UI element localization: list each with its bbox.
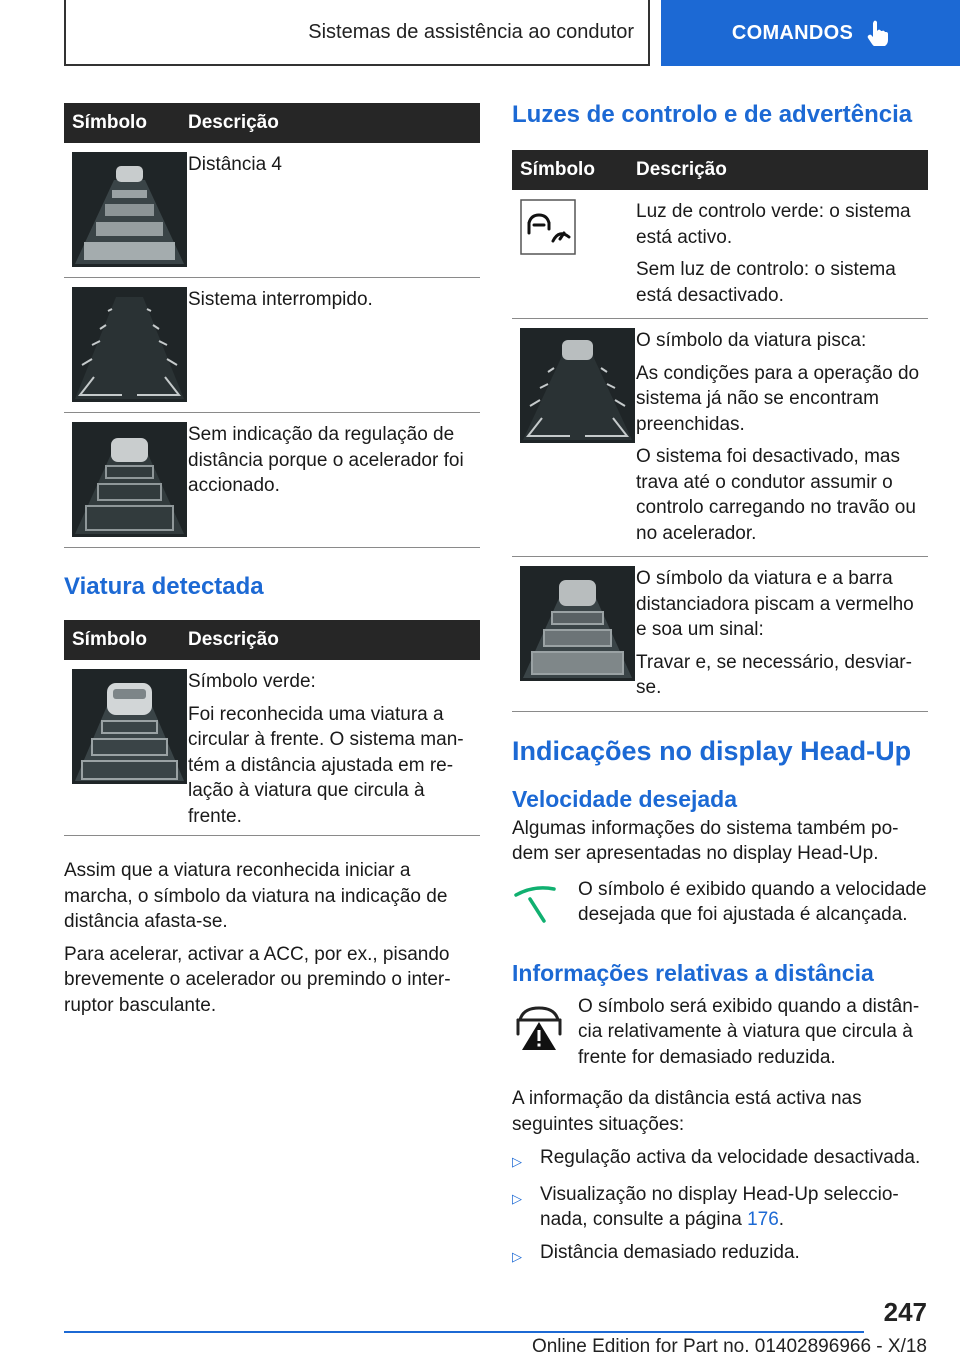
chapter-tab bbox=[661, 0, 960, 66]
table-row bbox=[64, 278, 480, 413]
table-row bbox=[512, 557, 928, 712]
section-title: Sistemas de assistência ao condutor bbox=[308, 20, 634, 43]
left-column bbox=[64, 103, 480, 1018]
desc-text: Sistema interrompido. bbox=[188, 289, 373, 310]
heading-vehicle-detected: Viatura detectada bbox=[64, 573, 264, 600]
desc-text: Luz de controlo verde: o sistema está activo. bbox=[636, 201, 911, 248]
page-number: 247 bbox=[883, 1297, 927, 1327]
desc-text: Símbolo verde: bbox=[188, 671, 316, 692]
list-item bbox=[512, 1240, 928, 1270]
bullet-list bbox=[512, 1145, 928, 1269]
page-link[interactable]: 176 bbox=[747, 1209, 779, 1230]
paragraph: A informação da distância está activa nas seguintes situações: bbox=[512, 1088, 862, 1135]
list-item bbox=[512, 1145, 928, 1175]
paragraph: Para acelerar, activar a ACC, por ex., pisando brevemente o acelerador ou premindo o interruptor basculante. bbox=[64, 943, 451, 1016]
desc-text: Foi reconhecida uma viatura a circular à frente. O sistema mantém a distância ajustada em relação à viatura que circula à frente. bbox=[188, 703, 464, 827]
triangle-bullet-icon: ▷ bbox=[512, 1248, 522, 1264]
heading-desired-speed: Velocidade desejada bbox=[512, 785, 738, 812]
paragraph: Algumas informações do sistema também podem ser apresentadas no display Head-Up. bbox=[512, 817, 899, 864]
desired-speed-icon bbox=[512, 877, 566, 933]
system-interrupted-icon bbox=[72, 287, 187, 402]
desc-text: O símbolo da viatura e a barra distanciadora piscam a vermelho e soa um sinal: bbox=[636, 568, 914, 640]
list-item bbox=[512, 1182, 928, 1233]
table-row bbox=[64, 413, 480, 548]
row-description bbox=[188, 287, 480, 402]
list-item-text: Distância demasiado reduzida. bbox=[540, 1241, 800, 1263]
no-distance-regulation-icon bbox=[72, 422, 187, 537]
table-header bbox=[512, 150, 928, 190]
list-item-text-part: Visualização no display Head-Up seleccionada, consulte a página bbox=[540, 1183, 899, 1230]
vehicle-detected-icon bbox=[72, 669, 187, 784]
table-header bbox=[64, 620, 480, 660]
row-description bbox=[188, 422, 480, 537]
header-symbol: Símbolo bbox=[520, 159, 595, 180]
heading-distance-info: Informações relativas a distância bbox=[512, 959, 874, 986]
page-header bbox=[0, 0, 960, 66]
table-row bbox=[512, 319, 928, 557]
table-row bbox=[512, 190, 928, 319]
table-header bbox=[64, 103, 480, 143]
list-item-text bbox=[540, 1182, 928, 1233]
section-title-box bbox=[64, 0, 650, 66]
heading-head-up-display: Indicações no display Head-Up bbox=[512, 735, 912, 766]
desc-text: O símbolo da viatura pisca: bbox=[636, 330, 867, 351]
list-item-text-end: . bbox=[778, 1209, 785, 1230]
edition-text: Online Edition for Part no. 01402896966 - X/18 bbox=[531, 1336, 927, 1357]
symbol-table-detected bbox=[64, 620, 480, 836]
desc-text: Sem luz de controlo: o sistema está desactivado. bbox=[636, 259, 896, 306]
icon-paragraph-distance bbox=[512, 994, 928, 1071]
paragraph: Assim que a viatura reconhecida iniciar a marcha, o símbolo da viatura na indicação de distância afasta-se. bbox=[64, 860, 448, 932]
triangle-bullet-icon: ▷ bbox=[512, 1154, 522, 1169]
right-column bbox=[512, 100, 928, 1276]
vehicle-blinking-icon bbox=[520, 328, 635, 443]
row-description bbox=[636, 199, 928, 308]
header-description: Descrição bbox=[188, 629, 279, 650]
heading-control-lights: Luzes de controlo e de advertência bbox=[512, 101, 913, 128]
list-item-text: Regulação activa da velocidade desactivada. bbox=[540, 1147, 921, 1168]
footer-rule bbox=[64, 1331, 864, 1333]
desc-text: Distância 4 bbox=[188, 154, 282, 175]
distance-bars-4-icon bbox=[72, 152, 187, 267]
hand-pointer-icon bbox=[867, 20, 889, 46]
distance-warning-icon bbox=[512, 994, 566, 1054]
table-row bbox=[64, 143, 480, 278]
icon-paragraph-speed bbox=[512, 877, 928, 938]
row-description bbox=[636, 566, 928, 701]
row-description bbox=[188, 669, 480, 829]
header-symbol: Símbolo bbox=[72, 112, 147, 133]
desc-text: Travar e, se necessário, desviar-se. bbox=[636, 651, 912, 698]
speed-icon-text: O símbolo é exibido quando a velocidade desejada que foi ajustada é alcançada. bbox=[578, 878, 927, 925]
acc-indicator-icon bbox=[520, 199, 576, 255]
desc-text: As condições para a operação do sistema já não se encontram preenchidas. bbox=[636, 362, 920, 435]
table-row bbox=[64, 660, 480, 836]
triangle-bullet-icon: ▷ bbox=[512, 1190, 522, 1206]
row-description bbox=[188, 152, 480, 267]
header-description: Descrição bbox=[636, 159, 727, 180]
symbol-table-lights bbox=[512, 150, 928, 712]
symbol-table-distance bbox=[64, 103, 480, 548]
distance-icon-text: O símbolo será exibido quando a distância relativamente à viatura que circula à frente for demasiado reduzida. bbox=[578, 995, 920, 1068]
header-description: Descrição bbox=[188, 112, 279, 133]
vehicle-bar-red-icon bbox=[520, 566, 635, 681]
chapter-title: COMANDOS bbox=[731, 21, 854, 44]
row-description bbox=[636, 328, 928, 546]
desc-text: O sistema foi desactivado, mas trava até o condutor assumir o controlo carregando no travão ou no acelerador. bbox=[636, 446, 916, 544]
desc-text: Sem indicação da regulação de distância porque o acelerador foi accionado. bbox=[188, 424, 464, 496]
header-symbol: Símbolo bbox=[72, 629, 147, 650]
